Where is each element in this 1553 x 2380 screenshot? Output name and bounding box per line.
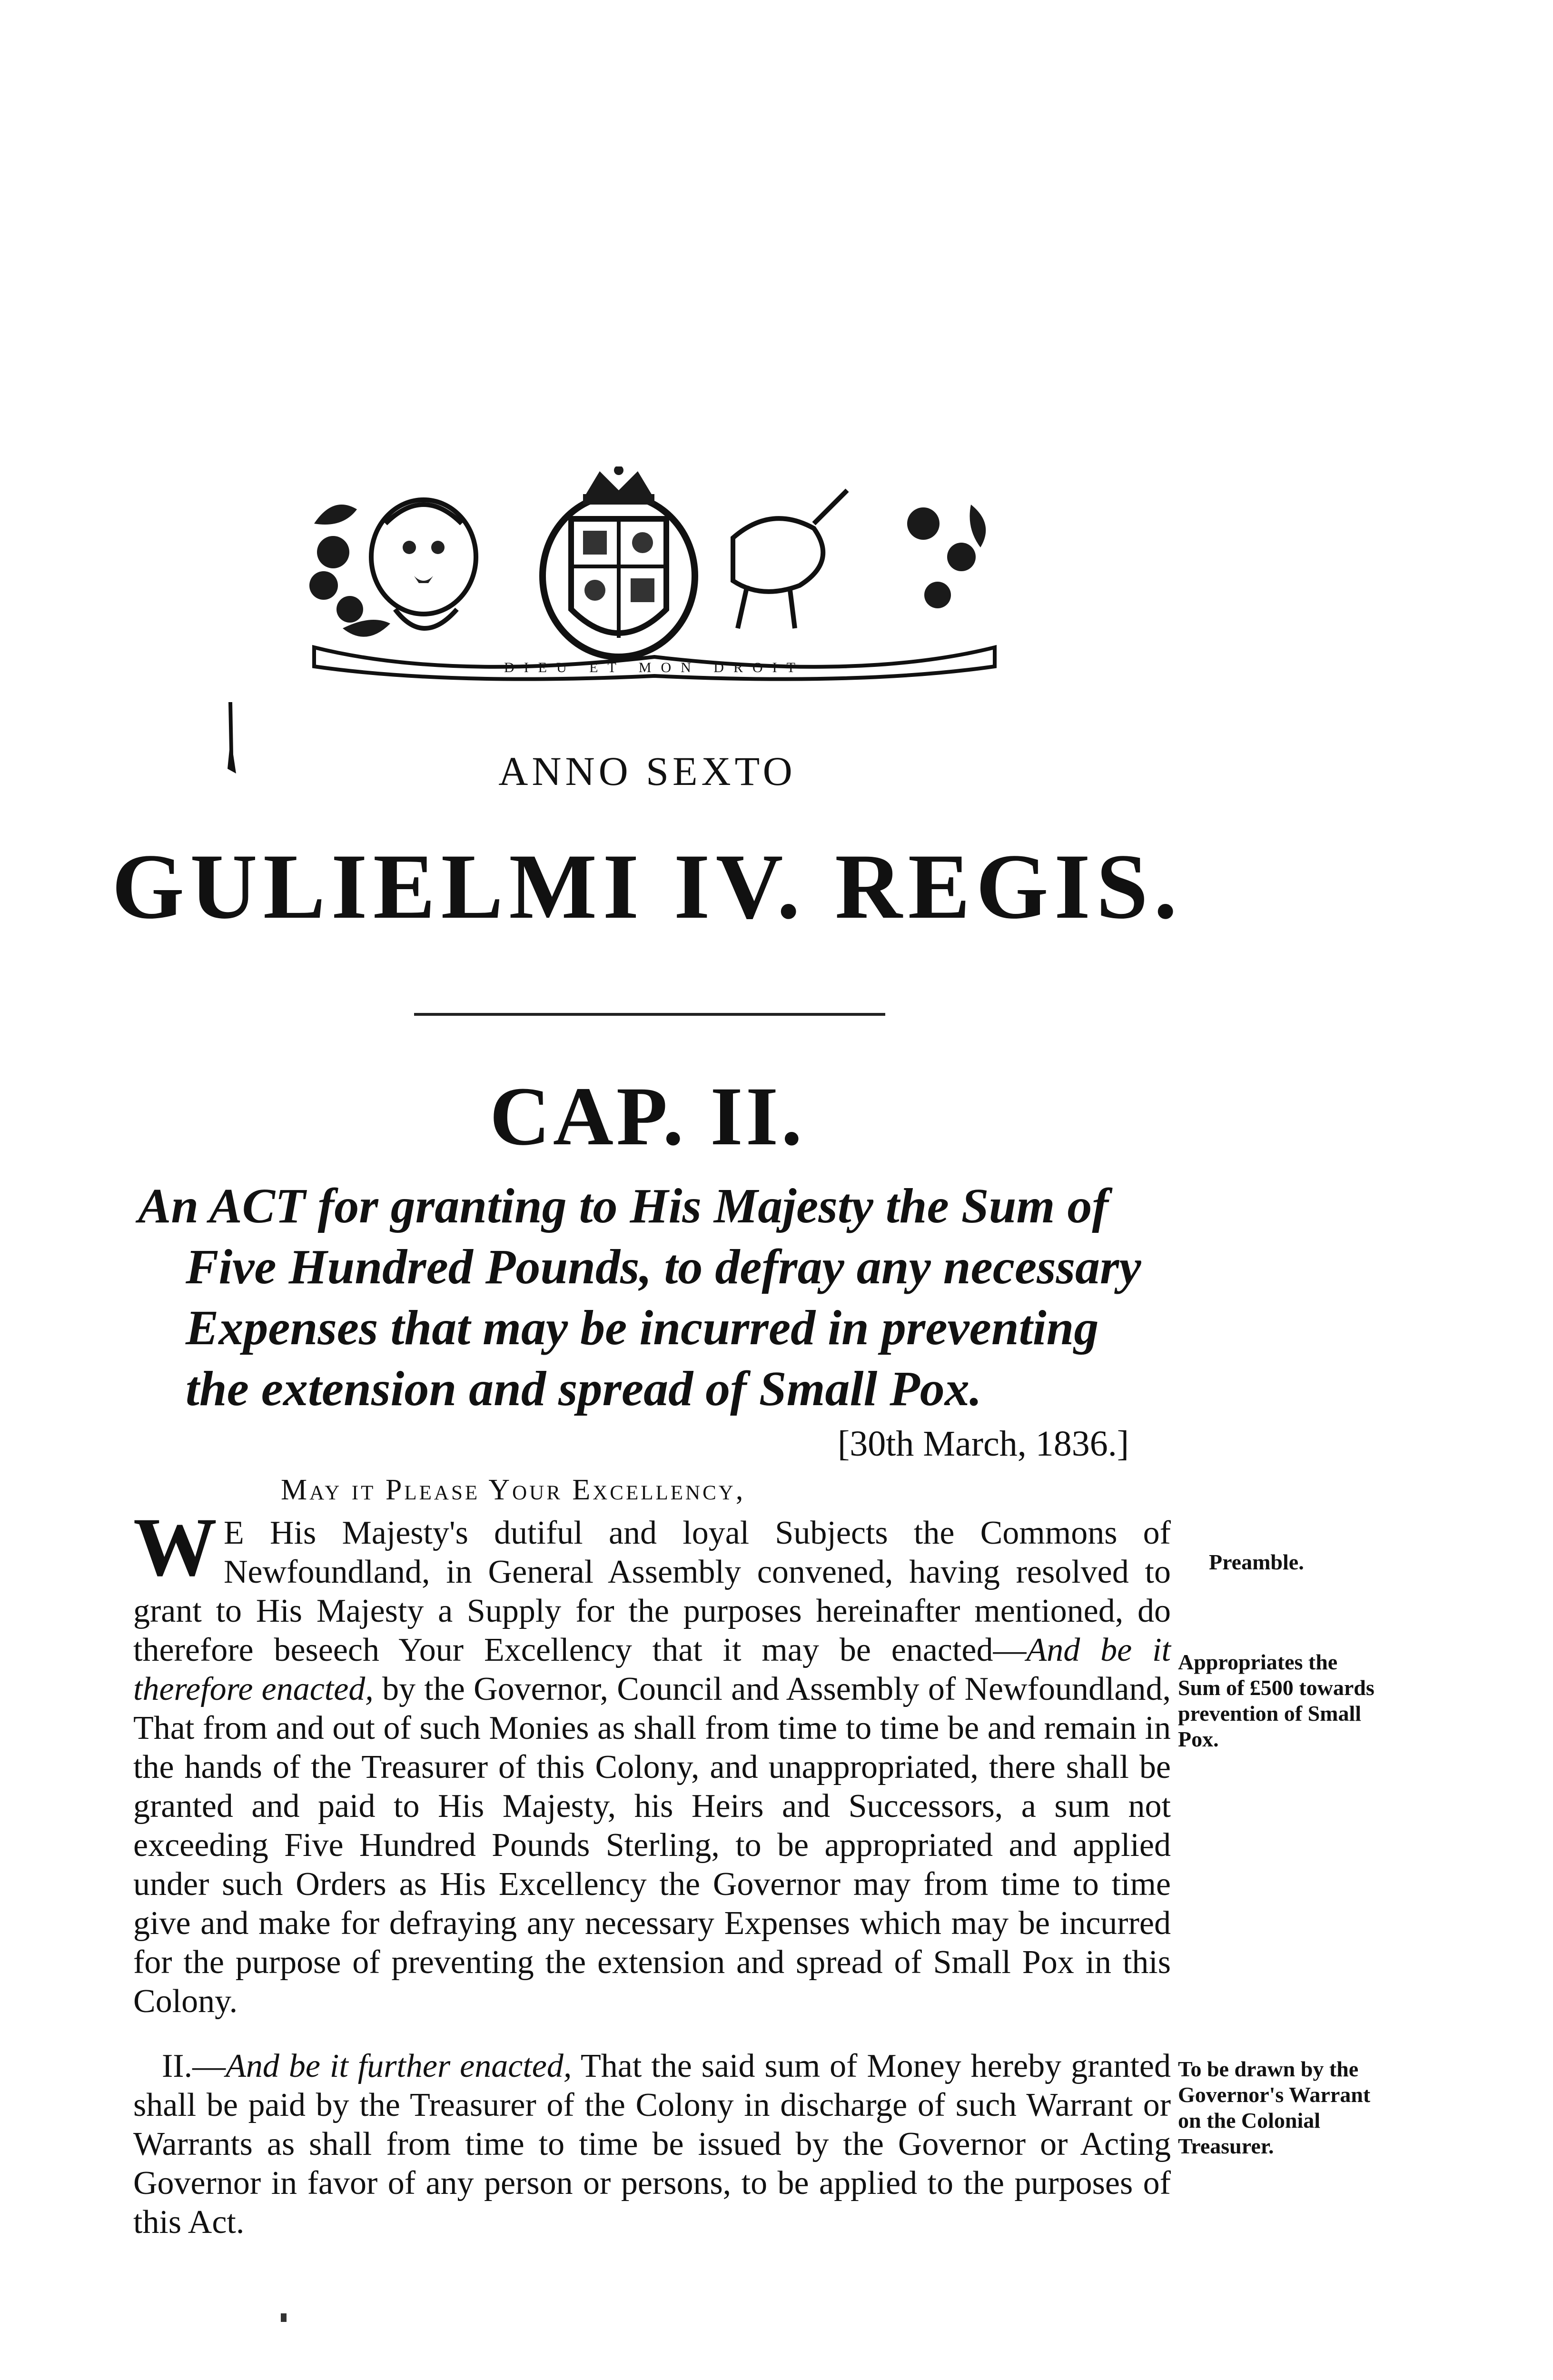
paragraph-text: by the Governor, Council and Assembly of Newfoundland, That from and out of such Monies as shall from time to time be and remain in the hands of the Treasurer of this Colony, and unappropriated, there shall be granted and paid to His Majesty, his Heirs and Successors, a sum not exceeding Five Hundred Pounds Sterling, to be appropriated and applied under such Orders as His Excellency the Governor may from time to time give and make for defraying any necessary Expenses which may be incurred for the purpose of preventing the extension and spread of Small Pox in this Colony. [133, 1671, 1171, 2020]
paragraph-section-two [133, 2047, 1171, 2242]
enacting-clause: And be it therefore enacted, [133, 1632, 1171, 1707]
royal-coat-of-arms-icon [305, 466, 1004, 685]
divider-rule [414, 1013, 885, 1016]
emblem-motto: DIEU ET MON DROIT [504, 660, 805, 675]
salutation: May it Please Your Excellency, [281, 1474, 746, 1506]
act-title-line: An ACT for granting to His Majesty the Sum of [138, 1179, 1108, 1233]
anno-sexto-heading: ANNO SEXTO [498, 748, 796, 794]
act-title-line: Five Hundred Pounds, to defray any necessary [186, 1240, 1141, 1294]
margin-note-appropriates: Appropriates the Sum of £500 towards prevention of Small Pox. [1178, 1650, 1375, 1751]
margin-note-preamble: Preamble. [1209, 1550, 1304, 1574]
act-title-line: Expenses that may be incurred in preventing [186, 1300, 1099, 1355]
paragraph-text: That the said sum of Money hereby granted shall be paid by the Treasurer of the Colony in discharge of such Warrant or Warrants as shall from time to time be issued by the Governor or Acting Governor in favor of any person or persons, to be applied to the purposes of this Act. [133, 2048, 1171, 2241]
stray-dot [281, 2313, 287, 2322]
act-title [138, 1176, 1195, 1419]
chapter-heading: CAP. II. [489, 1070, 805, 1163]
paragraph-preamble [133, 1501, 1171, 2021]
paragraph-text: E His Majesty's dutiful and loyal Subjects the Commons of Newfoundland, in General Assembly convened, having resolved to grant to His Majesty a Supply for the purposes hereinafter mentioned, do therefore beseech Your Excellency that it may be enacted— [133, 1515, 1171, 1668]
enacting-clause: And be it further enacted, [226, 2048, 572, 2084]
reign-heading: GULIELMI IV. REGIS. [111, 835, 1183, 938]
act-title-line: the extension and spread of Small Pox. [186, 1361, 982, 1416]
act-date: [30th March, 1836.] [838, 1424, 1129, 1464]
section-number: II.— [162, 2048, 226, 2084]
drop-cap: W [133, 1501, 217, 1594]
margin-note-drawn: To be drawn by the Governor's Warrant on the Colonial Treasurer. [1178, 2057, 1371, 2158]
